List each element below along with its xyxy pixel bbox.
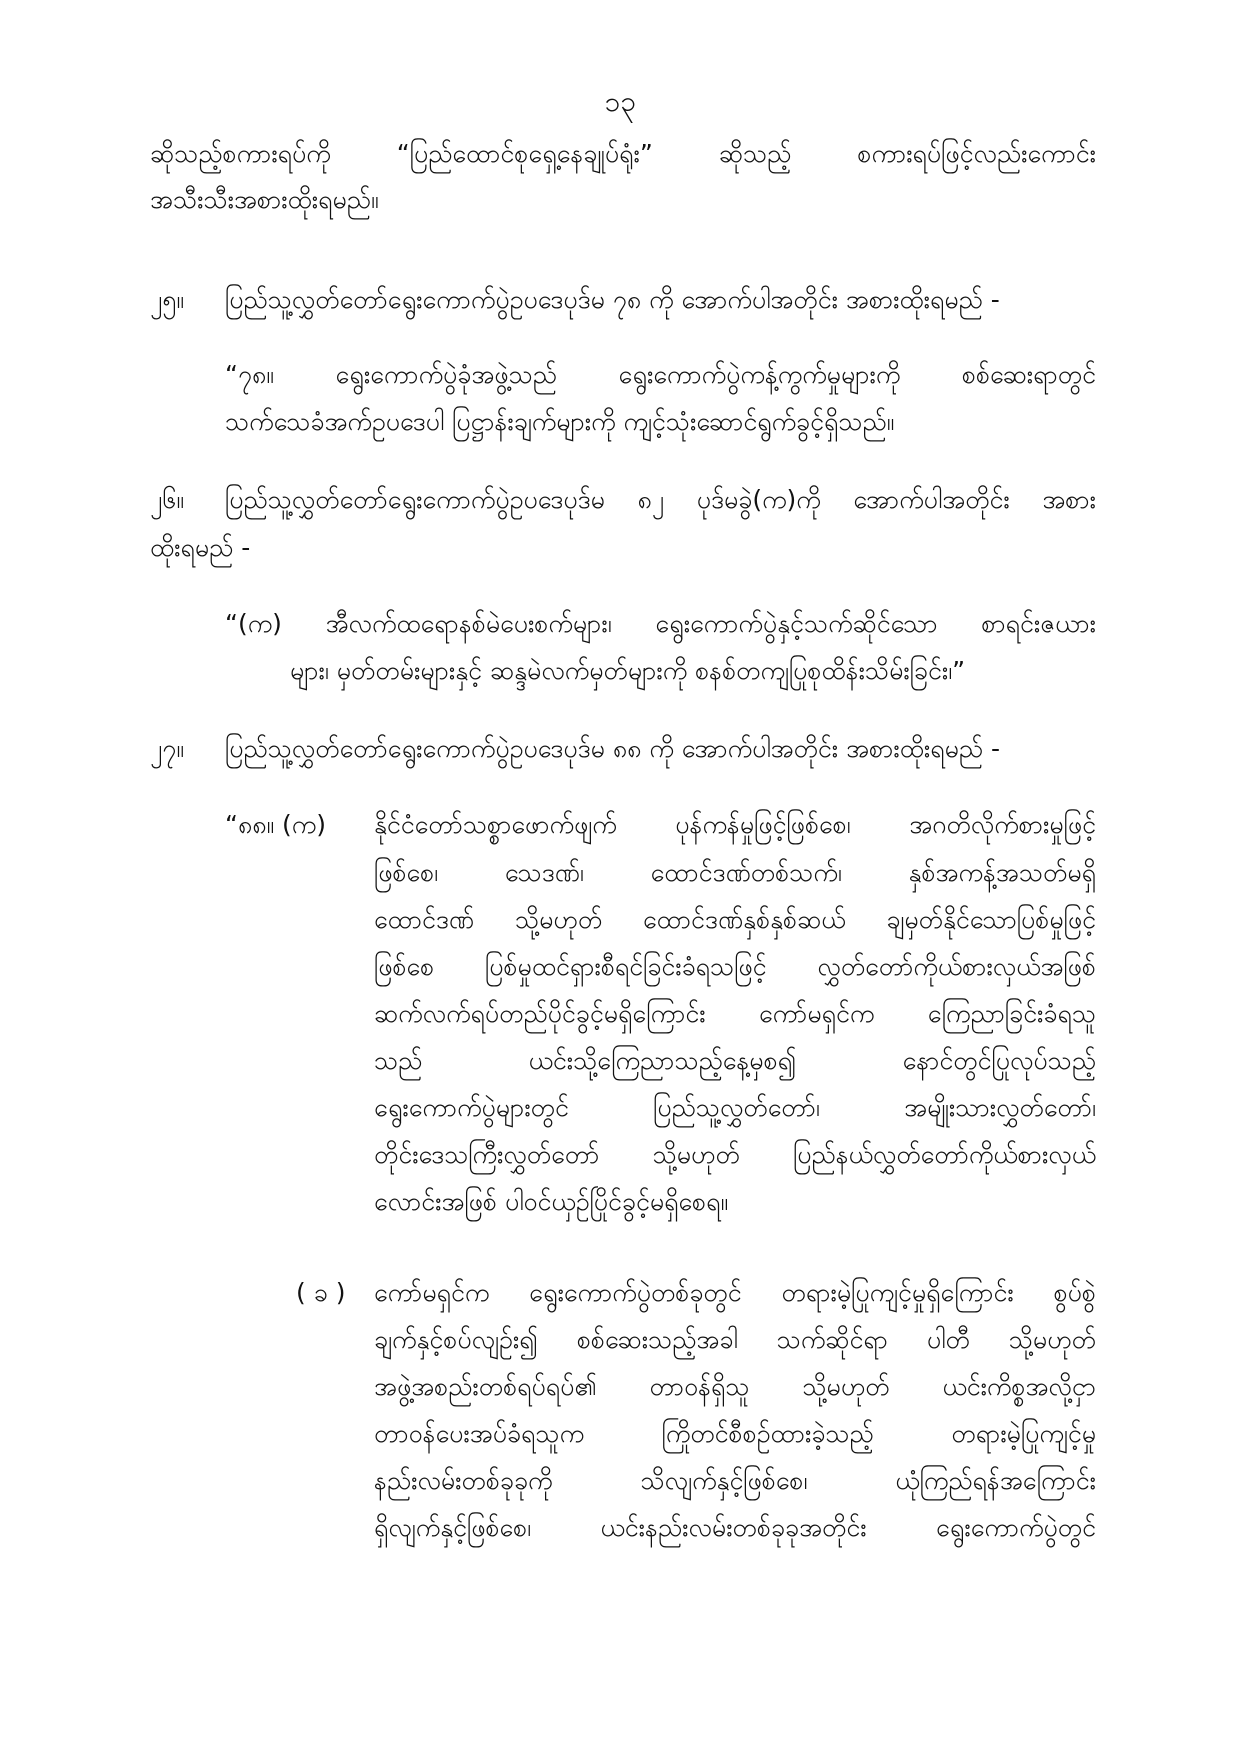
section-text: ပြည်သူ့လွှတ်တော်ရွေးကောက်ပွဲဥပဒေပုဒ်မ ၈၈ ကို အောက်ပါအတိုင်း အစားထိုးရမည် - — [225, 734, 1001, 763]
section-text: ပြည်သူ့လွှတ်တော်ရွေးကောက်ပွဲဥပဒေပုဒ်မ ၈၂ ပုဒ်မခွဲ(က)ကို အောက်ပါအတိုင်း အစား — [225, 485, 1096, 514]
section-text: ပြည်သူ့လွှတ်တော်ရွေးကောက်ပွဲဥပဒေပုဒ်မ ၇၈ ကို အောက်ပါအတိုင်း အစားထိုးရမည် - — [225, 285, 1000, 314]
clause-ka-line: တိုင်းဒေသကြီးလွှတ်တော် သို့မဟုတ် ပြည်နယ်လွှတ်တော်ကိုယ်စားလှယ် — [374, 1140, 1096, 1169]
clause-head: “၈၈။ (က) — [225, 810, 327, 839]
quote-line: “(က) အီလက်ထရောနစ်မဲပေးစက်များ၊ ရွေးကောက်ပွဲနှင့်သက်ဆိုင်သော စာရင်းဇယား — [225, 609, 1096, 638]
clause-kha-line: ရှိလျက်နှင့်ဖြစ်စေ၊ ယင်းနည်းလမ်းတစ်ခုခုအတိုင်း ရွေးကောက်ပွဲတွင် — [374, 1513, 1096, 1542]
clause-ka-line: ဆက်လက်ရပ်တည်ပိုင်ခွင့်မရှိကြောင်း ကော်မရှင်က ကြေညာခြင်းခံရသူ — [374, 999, 1096, 1028]
clause-kha-line: နည်းလမ်းတစ်ခုခုကို သိလျက်နှင့်ဖြစ်စေ၊ ယုံကြည်ရန်အကြောင်း — [374, 1466, 1096, 1495]
section-number: ၂၇။ — [150, 734, 184, 763]
intro-line: ဆိုသည့်စကားရပ်ကို “ပြည်ထောင်စုရှေ့နေချုပ်ရုံး” ဆိုသည့် စကားရပ်ဖြင့်လည်းကောင်း — [150, 139, 1096, 168]
clause-kha-line: ကော်မရှင်က ရွေးကောက်ပွဲတစ်ခုတွင် တရားမဲ့ပြုကျင့်မှုရှိကြောင်း စွပ်စွဲ — [374, 1278, 1096, 1307]
page-number: ၁၃ — [604, 85, 637, 118]
clause-ka-line: ဖြစ်စေ ပြစ်မှုထင်ရှားစီရင်ခြင်းခံရသဖြင့် လွှတ်တော်ကိုယ်စားလှယ်အဖြစ် — [374, 952, 1096, 981]
clause-ka-line: လောင်းအဖြစ် ပါဝင်ယှဉ်ပြိုင်ခွင့်မရှိစေရ။ — [374, 1187, 729, 1216]
clause-ka-line: ထောင်ဒဏ် သို့မဟုတ် ထောင်ဒဏ်နှစ်နှစ်ဆယ် ချမှတ်နိုင်သောပြစ်မှုဖြင့် — [374, 905, 1096, 934]
clause-kha-line: တာဝန်ပေးအပ်ခံရသူက ကြိုတင်စီစဉ်ထားခဲ့သည့် တရားမဲ့ပြုကျင့်မှု — [374, 1419, 1096, 1448]
quote-line: “၇၈။ ရွေးကောက်ပွဲခုံအဖွဲ့သည် ရွေးကောက်ပွဲကန့်ကွက်မှုများကို စစ်ဆေးရာတွင် — [225, 360, 1096, 389]
clause-ka-line: သည် ယင်းသို့ကြေညာသည့်နေ့မှစ၍ နောင်တွင်ပြုလုပ်သည့် — [374, 1046, 1096, 1075]
section-number: ၂၆။ — [150, 485, 184, 514]
quote-line: သက်သေခံအက်ဥပဒေပါ ပြဋ္ဌာန်းချက်များကို ကျင့်သုံးဆောင်ရွက်ခွင့်ရှိသည်။ — [225, 407, 895, 436]
section-number: ၂၅။ — [150, 285, 184, 314]
clause-ka-line: ရွေးကောက်ပွဲများတွင် ပြည်သူ့လွှတ်တော်၊ အမျိုးသားလွှတ်တော်၊ — [374, 1093, 1096, 1122]
clause-ka-line: နိုင်ငံတော်သစ္စာဖောက်ဖျက် ပုန်ကန်မှုဖြင့်ဖြစ်စေ၊ အဂတိလိုက်စားမှုဖြင့် — [374, 810, 1096, 839]
section-text: ထိုးရမည် - — [150, 533, 251, 562]
clause-kha-line: ချက်နှင့်စပ်လျဉ်း၍ စစ်ဆေးသည့်အခါ သက်ဆိုင်ရာ ပါတီ သို့မဟုတ် — [374, 1325, 1096, 1354]
clause-ka-line: ဖြစ်စေ၊ သေဒဏ်၊ ထောင်ဒဏ်တစ်သက်၊ နှစ်အကန့်အသတ်မရှိ — [374, 858, 1096, 887]
quote-line: များ၊ မှတ်တမ်းများနှင့် ဆန္ဒမဲလက်မှတ်များကို စနစ်တကျပြုစုထိန်းသိမ်းခြင်း၊” — [290, 656, 966, 685]
clause-head: ( ခ ) — [296, 1278, 346, 1307]
clause-kha-line: အဖွဲ့အစည်းတစ်ရပ်ရပ်၏ တာဝန်ရှိသူ သို့မဟုတ် ယင်းကိစ္စအလို့ငှာ — [374, 1372, 1096, 1401]
intro-line: အသီးသီးအစားထိုးရမည်။ — [150, 185, 379, 214]
